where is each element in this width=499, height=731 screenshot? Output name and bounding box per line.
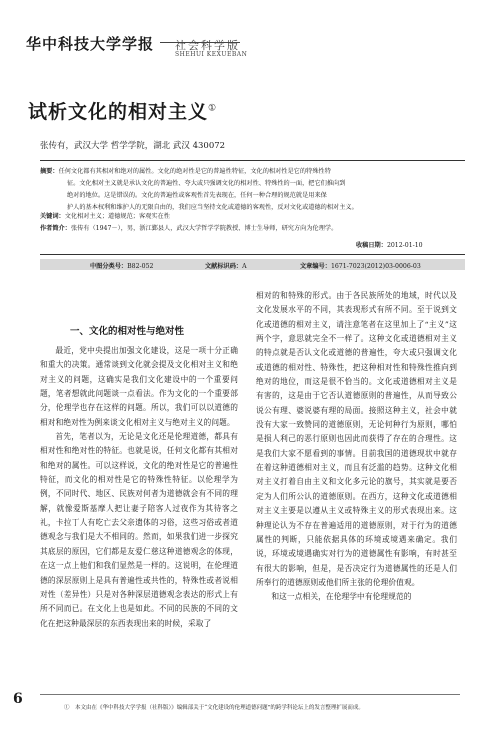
title-footnote-mark: ① [208,103,218,114]
received-date: 收稿日期：2012-01-10 [356,242,423,249]
right-column [256,289,457,605]
section-name-pinyin: SHEHUI KEXUEBAN [175,51,248,58]
page-number: 6 [13,691,23,707]
abstract-top-rule [40,160,465,161]
body-paragraph: 相对的和特殊的形式。由于各民族所处的地域，时代以及文化发展水平的不同，其表现形式有所不同。至于说到文化或道德的相对主义，请注意笔者在这里加上了“主义”这两个字，意思就完全不一样了。这种文化或道德相对主义的特点就是否认文化或道德的普遍性，夸大或只强调文化或道德的相对性、特殊性，把这种相对性和特殊性推向到绝对的地位，而这是很不恰当的。文化或道德相对主义是有害的，这是由于它否认道德原则的普遍性，从而导致公说公有理、婆说婆有理的局面。接照这种主义，社会中就没有大家一致赞同的道德原则，无论何种行为原则，哪怕是损人利己的恶行原则也因此而获得了存在的合理性。这是我们大家不愿看到的事情。目前我国的道德现状中就存在着这种道德相对主义，而且有泛滥的趋势。这种文化相对主义打着自由主义和文化多元论的旗号，其实就是要否定为人们所公认的道德原则。在西方，这种文化或道德相对主义主要是以遵从主义或特殊主义的形式表现出来。这种理论认为不存在普遍适用的道德原则，对于行为的道德属性的判断，只能依据具体的环境或境遇来确定。我们说，环境或境遇确实对行为的道德属性有影响，有时甚至有很大的影响，但是，是否决定行为道德属性的还是人们所奉行的道德原则或他们所主张的伦理价值观。 [256,291,457,587]
clc-number: 中图分类号：B82-052 [90,263,154,270]
author-bio: 作者简介：张传有（1947－），男，浙江鄞县人，武汉大学哲学学院教授、博士生导师，研究方向为伦理学。 [40,225,338,232]
article-title: 试析文化的相对主义① [28,101,218,123]
footnote-rule [40,694,460,695]
abstract-line: 绝对的地位。这是错误的。文化的普遍性或客观性首先表现在，任何一种合理的规范就是用来保 [67,192,327,199]
footnote: ① 本文由在《华中科技大学学报（社科版）》编辑部关于“文化建设的伦理道德问题”的跨学科论坛上的发言整理扩展而成。 [64,705,364,711]
journal-name: 华中科技大学学报 [26,35,155,53]
abstract [40,166,460,214]
section-name: 社会科学版 [175,39,240,52]
abstract-label: 摘要： [40,168,59,175]
keywords: 关键词：文化相对主义；道德规范；客观实在性 [40,213,170,220]
abstract-line: 护人的基本权利和维护人的无限自由的，我们应当坚持文化或道德的客观性，反对文化或道德的相对主义。 [67,204,358,211]
body-paragraph: 最近，党中央提出加强文化建设，这是一项十分正确和重大的决策。通常谈到文化就会提及文化相对主义和绝对主义的问题，这确实是我们文化建设中的一个重要问题，笔者想就此问题谈一点看法。作为文化的一个重要部分，伦理学也存在这样的问题。所以，我们可以以道德的相对和绝对性为例来谈文化相对主义与绝对主义的问题。 [40,346,238,427]
author-affiliation: 张传有，武汉大学 哲学学院，湖北 武汉 430072 [40,141,226,151]
body-paragraph: 和这一点相关，在伦理学中有伦理规范的 [271,592,412,602]
section-heading: 一、文化的相对性与绝对性 [70,326,185,337]
abstract-line: 征。文化相对主义就是承认文化的普遍性、夸大或只强调文化的相对性、特殊性的一面，把它们推向到 [67,180,346,187]
abstract-bottom-rule [40,254,465,255]
article-id: 文章编号：1671-7023(2012)03-0006-03 [300,263,421,270]
body-paragraph: 首先，笔者以为，无论是文化还是伦理道德，都具有相对性和绝对性的特征。也就是说，任何文化都有其相对和绝对的属性。可以这样说，文化的绝对性是它的普遍性特征，而文化的相对性是它的特殊性特征。以伦理学为例，不同时代、地区、民族对何者为道德就会有不同的理解，就像爱斯基摩人把让妻子陪客人过夜作为其待客之礼，卡拉丁人有吃亡去父亲遗体的习俗，这些习俗或者道德观念与我们是大不相同的。然而，如果我们进一步探究其底层的原因，它们都是友爱仁慈这种道德观念的体现，在这一点上他们和我们显然是一样的。这说明，在伦理道德的深层原则上是具有普遍性或共性的，特殊性或者说相对性（差异性）只是对各种深层道德观念表达的形式上有所不同而已。在文化上也是如此。不同的民族的不同的文化在把这种最深层的东西表现出来的时候，采取了 [40,432,238,628]
abstract-line: 任何文化都有其相对和绝对的属性。文化的绝对性是它的普遍性特征，文化的相对性是它的特殊性特 [58,168,331,175]
document-code: 文献标识码：A [205,263,247,270]
left-column [40,344,238,631]
